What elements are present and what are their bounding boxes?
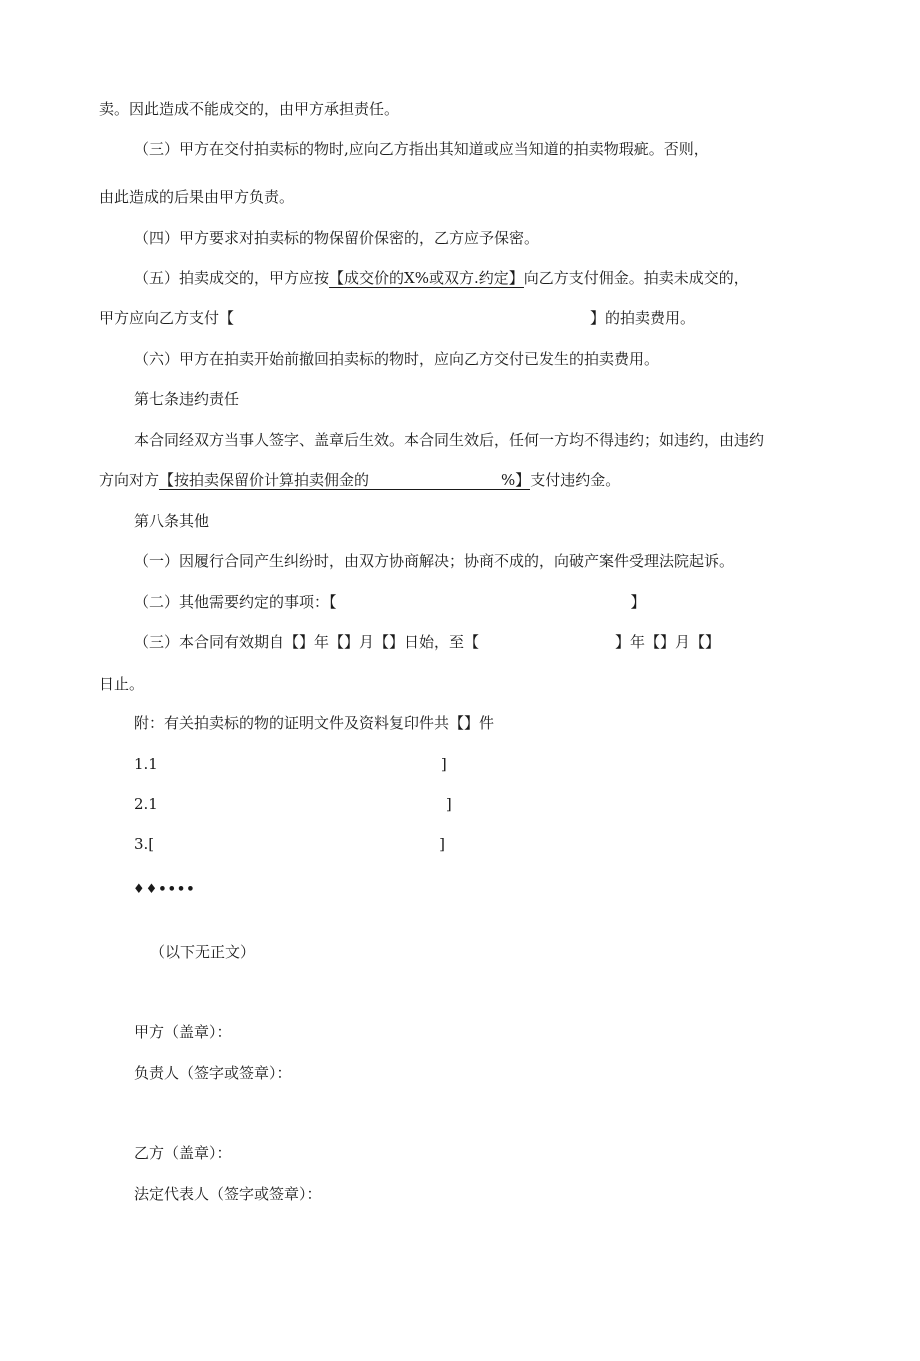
attachment-item-1: 1.1 ]	[134, 755, 447, 773]
commission-term: 【成交价的X%或双方.约定】	[329, 269, 524, 287]
fee-lead: 甲方应向乙方支付【	[99, 309, 235, 327]
end-of-text-note: （以下无正文）	[150, 943, 256, 961]
article-8-clause-3: （三）本合同有效期自【】年【】月【】日始，至【 】年【】月【】	[134, 633, 721, 651]
bullet-ornament: ♦♦••••	[133, 882, 196, 897]
paragraph-line: 卖。因此造成不能成交的，由甲方承担责任。	[99, 100, 400, 118]
attachment-item-2: 2.1 ]	[134, 795, 452, 813]
clause-4: （四）甲方要求对拍卖标的物保留价保密的，乙方应予保密。	[134, 229, 540, 247]
article-8-heading: 第八条其他	[134, 512, 210, 530]
clause-5	[134, 268, 749, 288]
party-b-signatory: 法定代表人（签字或签章）：	[134, 1185, 322, 1203]
penalty-tail: 支付违约金。	[530, 471, 621, 489]
fee-tail: 】的拍卖费用。	[590, 309, 696, 327]
penalty-lead: 方向对方	[99, 471, 160, 489]
article-8-clause-3-cont: 日止。	[99, 675, 145, 693]
clause-3-cont: 由此造成的后果由甲方负责。	[99, 188, 295, 206]
party-b-seal: 乙方（盖章）：	[134, 1144, 232, 1162]
party-a-seal: 甲方（盖章）：	[134, 1023, 232, 1041]
penalty-term: 【按拍卖保留价计算拍卖佣金的 %】	[159, 471, 531, 489]
article-7-body-cont	[99, 470, 620, 490]
attachment-item-3: 3.[ ]	[134, 835, 446, 853]
article-7-body: 本合同经双方当事人签字、盖章后生效。本合同生效后，任何一方均不得违约；如违约，由违约	[134, 431, 765, 449]
party-a-signatory: 负责人（签字或签章）：	[134, 1064, 292, 1082]
article-8-clause-2: （二）其他需要约定的事项：【 】	[134, 593, 646, 611]
clause-6: （六）甲方在拍卖开始前撤回拍卖标的物时，应向乙方交付已发生的拍卖费用。	[134, 350, 660, 368]
clause-5-cont	[99, 308, 695, 328]
clause-3: （三）甲方在交付拍卖标的物时,应向乙方指出其知道或应当知道的拍卖物瑕疵。否则，	[134, 140, 709, 158]
article-8-clause-1: （一）因履行合同产生纠纷时，由双方协商解决；协商不成的，向破产案件受理法院起诉。	[134, 552, 735, 570]
article-7-heading: 第七条违约责任	[134, 390, 240, 408]
clause-5-lead: （五）拍卖成交的，甲方应按	[134, 269, 330, 287]
clause-5-tail: 向乙方支付佣金。拍卖未成交的，	[523, 269, 749, 287]
attachment-heading: 附：有关拍卖标的物的证明文件及资料复印件共【】件	[134, 714, 495, 732]
